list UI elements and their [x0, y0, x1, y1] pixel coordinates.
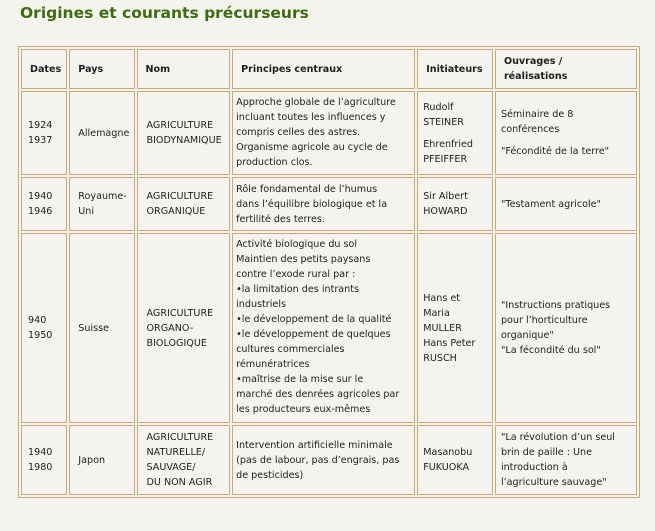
cell-line: SAUVAGE/: [146, 462, 196, 473]
cell-line: incluant toutes les influences y: [236, 112, 386, 123]
cell-dates: [21, 233, 67, 423]
cell-line: 1937: [28, 135, 53, 146]
cell-line: 940: [28, 315, 47, 326]
cell-line: Royaume-: [78, 191, 127, 202]
cell-line: Rudolf: [423, 101, 454, 113]
cell-line: fertilité des terres.: [236, 213, 325, 225]
cell-line: AGRICULTURE: [146, 432, 214, 443]
cell-ouvrages: [495, 425, 637, 495]
cell-principes: [232, 425, 415, 495]
cell-line: Japon: [78, 454, 106, 466]
cell-spacer: [501, 137, 631, 144]
cell-line: PFEIFFER: [423, 153, 468, 165]
cell-line: Maintien des petits paysans: [236, 254, 371, 265]
cell-line: dans l’équilibre biologique et la: [236, 198, 388, 210]
cell-line: organique": [500, 330, 554, 341]
cell-line: marché des denrées agricoles par: [236, 389, 400, 400]
cell-line: de pesticides): [236, 469, 304, 481]
cell-line: STEINER: [423, 116, 464, 128]
header-pays: Pays: [69, 49, 134, 89]
cell-line: "Instructions pratiques: [500, 300, 611, 311]
header-initiateurs: Initiateurs: [417, 49, 493, 89]
cell-ouvrages: [495, 91, 637, 175]
cell-line: AGRICULTURE: [146, 191, 214, 202]
cell-spacer: [423, 130, 487, 137]
cell-line: pour l’horticulture: [500, 315, 588, 326]
cell-line: "Testament agricole": [500, 198, 601, 210]
table-row: [21, 425, 637, 495]
header-nom: Nom: [137, 49, 231, 89]
cell-line: Rôle fondamental de l’humus: [236, 183, 378, 195]
cell-line: FUKUOKA: [423, 462, 470, 473]
cell-line: Uni: [78, 206, 95, 217]
header-ouvrages-line2: réalisations: [503, 71, 568, 82]
cell-initiateurs: [417, 425, 493, 495]
cell-line: 1946: [28, 206, 53, 217]
header-principes: Principes centraux: [232, 49, 415, 89]
cell-line: 1924: [28, 120, 53, 131]
header-dates: Dates: [21, 49, 67, 89]
cell-line: "La fécondité du sol": [500, 345, 601, 356]
cell-dates: [21, 425, 67, 495]
cell-nom: [137, 233, 231, 423]
cell-line: BIOLOGIQUE: [146, 337, 207, 349]
cell-line: rémunératrices: [236, 359, 310, 370]
table-row: [21, 91, 637, 175]
cell-line: les producteurs eux-mêmes: [236, 404, 371, 415]
cell-principes: [232, 233, 415, 423]
cell-line: Allemagne: [78, 127, 130, 139]
table-row: [21, 177, 637, 231]
cell-nom: [137, 425, 231, 495]
cell-line: production clos.: [236, 157, 313, 168]
cell-line: Séminaire de 8: [500, 109, 574, 120]
precursors-table: [18, 46, 640, 498]
cell-line: •le développement de la qualité: [236, 314, 392, 325]
cell-line: BIODYNAMIQUE: [146, 135, 222, 146]
table-container: [18, 46, 640, 498]
cell-line: •maîtrise de la mise sur le: [236, 374, 364, 385]
cell-initiateurs: [417, 233, 493, 423]
cell-line: "Fécondité de la terre": [500, 146, 610, 157]
cell-initiateurs: [417, 91, 493, 175]
cell-dates: [21, 177, 67, 231]
table-row: [21, 233, 637, 423]
cell-line: Activité biologique du sol: [236, 239, 358, 250]
cell-line: DU NON AGIR: [146, 477, 213, 488]
cell-line: Approche globale de l’agriculture: [236, 97, 396, 108]
cell-line: Hans et: [423, 292, 461, 304]
cell-line: industriels: [236, 299, 286, 310]
cell-pays: [69, 425, 134, 495]
cell-line: l’agriculture sauvage": [500, 477, 607, 488]
cell-nom: [137, 177, 231, 231]
cell-line: MULLER: [423, 322, 462, 334]
cell-line: AGRICULTURE: [146, 307, 214, 319]
cell-initiateurs: [417, 177, 493, 231]
cell-pays: [69, 177, 134, 231]
cell-principes: [232, 91, 415, 175]
cell-line: compris celles des astres.: [236, 127, 361, 138]
cell-nom: [137, 91, 231, 175]
cell-line: 1940: [28, 191, 53, 202]
table-header-row: [21, 49, 637, 89]
cell-line: 1950: [28, 330, 53, 341]
cell-line: 1980: [28, 462, 53, 473]
cell-pays: [69, 233, 134, 423]
cell-principes: [232, 177, 415, 231]
cell-line: RUSCH: [423, 352, 457, 364]
cell-dates: [21, 91, 67, 175]
cell-line: •la limitation des intrants: [236, 284, 359, 295]
cell-line: Ehrenfried: [423, 138, 474, 150]
header-ouvrages: [495, 49, 637, 89]
cell-line: introduction à: [500, 462, 568, 473]
cell-pays: [69, 91, 134, 175]
cell-line: ORGANIQUE: [146, 206, 206, 217]
cell-line: AGRICULTURE: [146, 120, 214, 131]
cell-line: Organisme agricole au cycle de: [236, 142, 388, 153]
cell-line: •le développement de quelques: [236, 329, 391, 340]
cell-line: Hans Peter: [423, 337, 476, 349]
cell-line: (pas de labour, pas d’engrais, pas: [236, 454, 400, 466]
header-ouvrages-line1: Ouvrages /: [503, 56, 563, 67]
cell-line: 1940: [28, 447, 53, 458]
cell-line: NATURELLE/: [146, 447, 206, 458]
page-title: Origines et courants précurseurs: [20, 4, 309, 22]
cell-ouvrages: [495, 233, 637, 423]
cell-line: Sir Albert: [423, 191, 468, 202]
cell-line: Intervention artificielle minimale: [236, 439, 393, 451]
cell-line: HOWARD: [423, 206, 468, 217]
cell-line: contre l’exode rural par :: [236, 269, 356, 280]
cell-ouvrages: [495, 177, 637, 231]
cell-line: conférences: [500, 124, 560, 135]
cell-line: "La révolution d’un seul: [500, 432, 615, 443]
cell-line: Suisse: [78, 322, 110, 334]
cell-line: cultures commerciales: [236, 344, 345, 355]
cell-line: brin de paille : Une: [500, 447, 593, 458]
cell-line: ORGANO-: [146, 322, 194, 334]
cell-line: Maria: [423, 307, 450, 319]
cell-line: Masanobu: [423, 447, 473, 458]
